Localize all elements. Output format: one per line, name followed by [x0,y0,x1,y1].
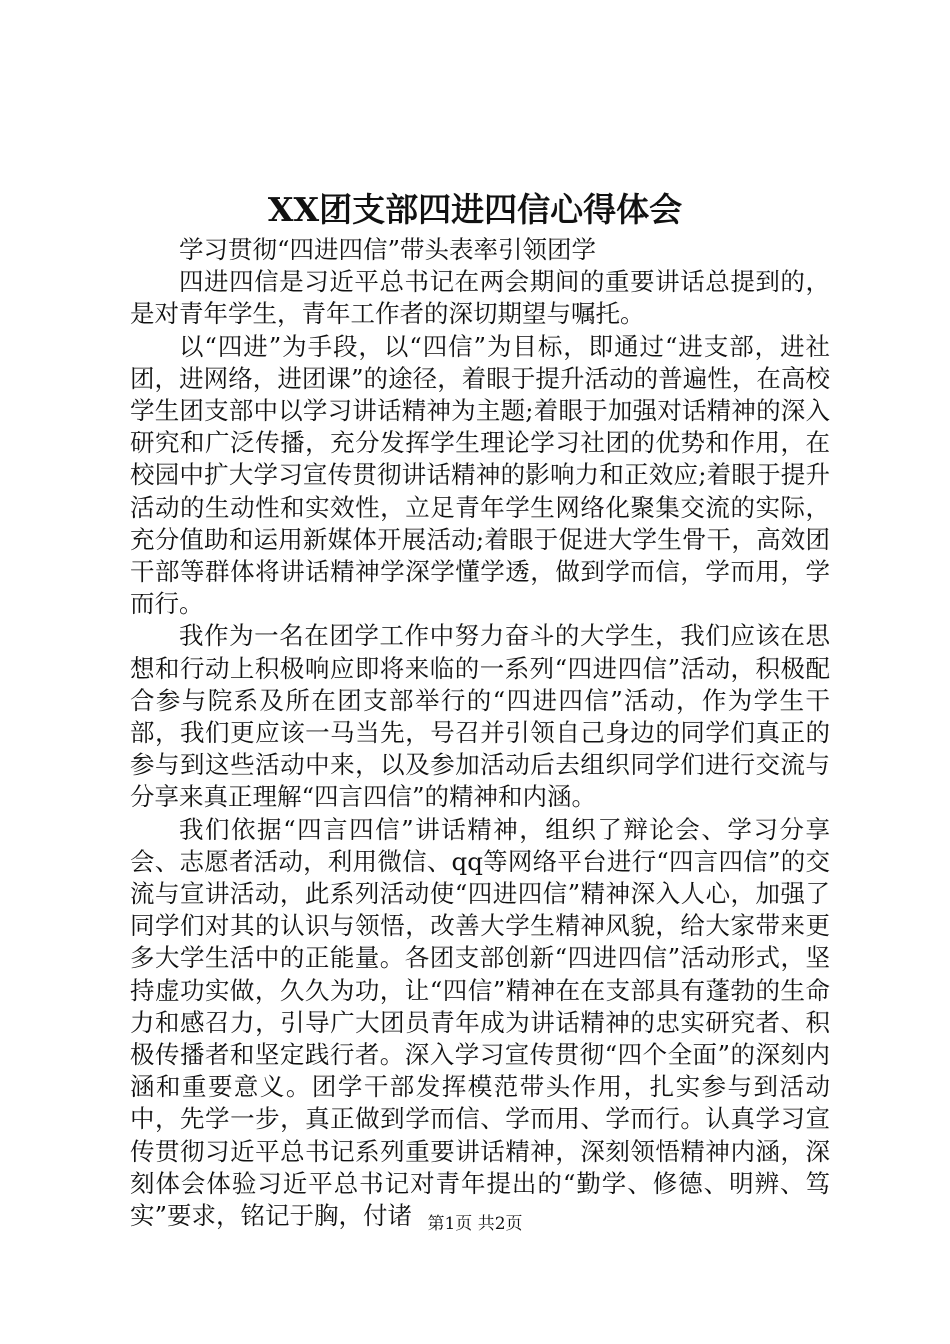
paragraph: 四进四信是习近平总书记在两会期间的重要讲话总提到的，是对青年学生，青年工作者的深切期望与嘱托。 [130,267,830,329]
document-title: XX团支部四进四信心得体会 [267,190,683,229]
paragraph: 我作为一名在团学工作中努力奋斗的大学生，我们应该在思想和行动上积极响应即将来临的一系列“四进四信”活动，积极配合参与院系及所在团支部举行的“四进四信”活动，作为学生干部，我们更应该一马当先，号召并引领自己身边的同学们真正的参与到这些活动中来，以及参加活动后去组织同学们进行交流与分享来真正理解“四言四信”的精神和内涵。 [130,621,830,812]
paragraph: 以“四进”为手段，以“四信”为目标，即通过“进支部，进社团，进网络，进团课”的途径，着眼于提升活动的普遍性，在高校学生团支部中以学习讲话精神为主题;着眼于加强对话精神的深入研究和广泛传播，充分发挥学生理论学习社团的优势和作用，在校园中扩大学习宣传贯彻讲话精神的影响力和正效应;着眼于提升活动的生动性和实效性，立足青年学生网络化聚集交流的实际，充分值助和运用新媒体开展活动;着眼于促进大学生骨干，高效团干部等群体将讲话精神学深学懂学透，做到学而信，学而用，学而行。 [130,331,830,619]
paragraph: 我们依据“四言四信”讲话精神，组织了辩论会、学习分享会、志愿者活动，利用微信、qq等网络平台进行“四言四信”的交流与宣讲活动，此系列活动使“四进四信”精神深入人心，加强了同学们对其的认识与领悟，改善大学生精神风貌，给大家带来更多大学生活中的正能量。各团支部创新“四进四信”活动形式，坚持虚功实做，久久为功，让“四信”精神在在支部具有蓬勃的生命力和感召力，引导广大团员青年成为讲话精神的忠实研究者、积极传播者和坚定践行者。深入学习宣传贯彻“四个全面”的深刻内涵和重要意义。团学干部发挥模范带头作用，扎实参与到活动中，先学一步，真正做到学而信、学而用、学而行。认真学习宣传贯彻习近平总书记系列重要讲话精神，深刻领悟精神内涵，深刻体会体验习近平总书记对青年提出的“勤学、修德、明辨、笃实”要求，铭记于胸，付诸 [130,814,830,1231]
page-number-footer: 第1页 共2页 [427,1214,523,1234]
paragraph-subtitle: 学习贯彻“四进四信”带头表率引领团学 [179,235,597,264]
document-body [130,234,830,1232]
